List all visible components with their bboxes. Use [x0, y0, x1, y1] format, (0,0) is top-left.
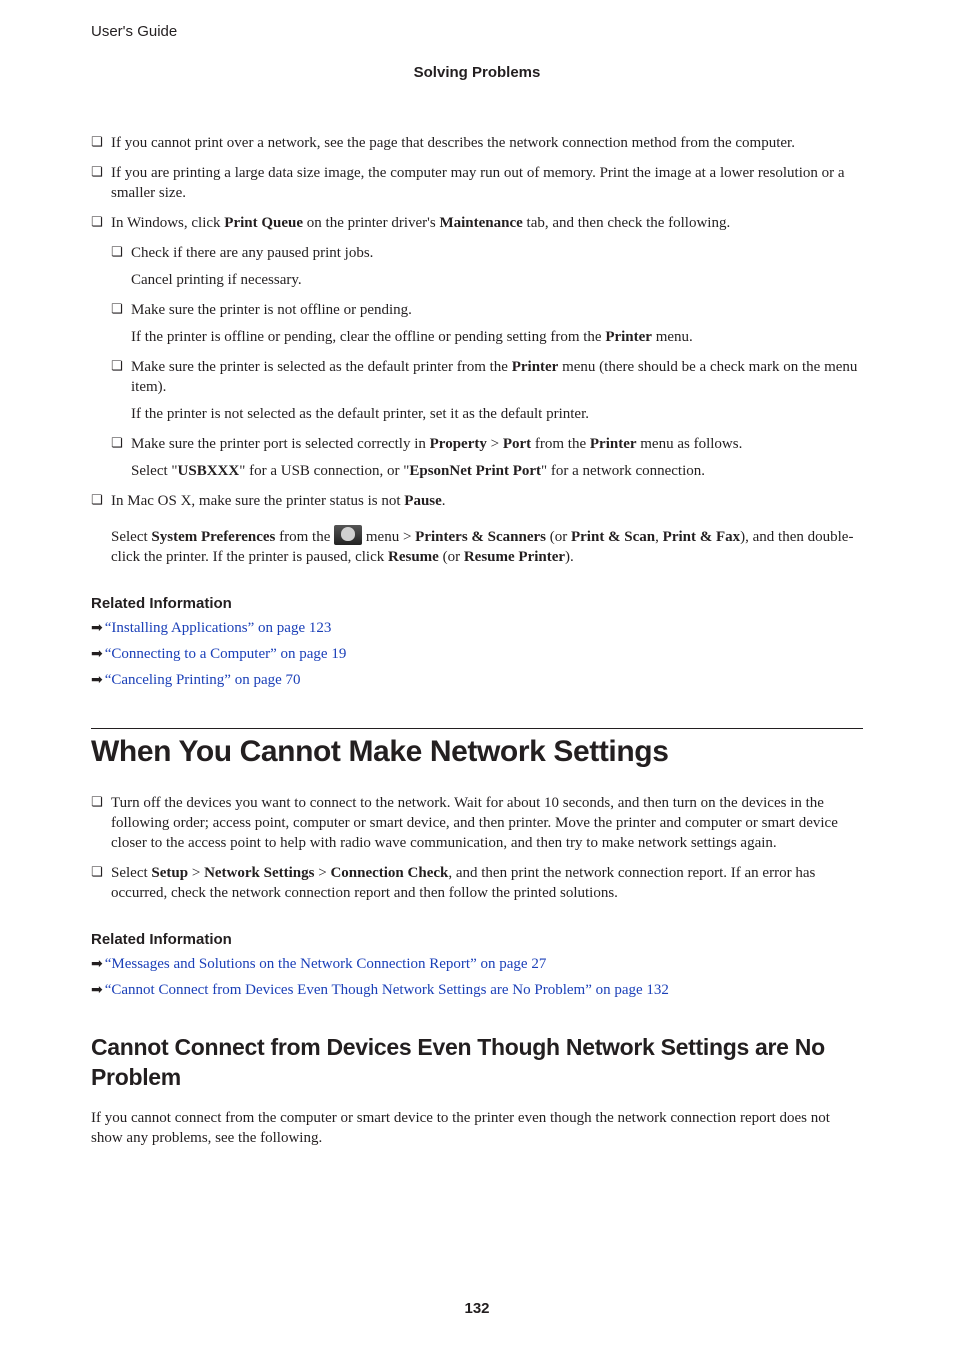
arrow-icon: ➡ [91, 620, 103, 636]
related-link[interactable]: “Canceling Printing” on page 70 [104, 672, 301, 688]
checkbox-bullet-icon: ❏ [91, 165, 103, 180]
checkbox-bullet-icon: ❏ [91, 493, 103, 508]
checkbox-bullet-icon: ❏ [91, 215, 103, 230]
related-information-heading: Related Information [91, 595, 232, 612]
list-item: ❏ Select Setup > Network Settings > Connection Check, and then print the network connection report. If an error has occurred, check the network connection report and then follow the printed solutions. [91, 865, 816, 901]
checkbox-bullet-icon: ❏ [111, 436, 123, 451]
section-divider [91, 728, 863, 729]
list-item: ❏ In Mac OS X, make sure the printer status is not Pause. [91, 493, 446, 509]
running-header: User's Guide [91, 23, 178, 40]
list-item: ❏ If you cannot print over a network, see the page that describes the network connection method from the computer. [91, 135, 795, 151]
related-information-heading: Related Information [91, 931, 232, 948]
note: Cancel printing if necessary. [131, 272, 302, 288]
related-link[interactable]: “Cannot Connect from Devices Even Though Network Settings are No Problem” on page 132 [104, 982, 669, 998]
arrow-icon: ➡ [91, 646, 103, 662]
checkbox-bullet-icon: ❏ [91, 795, 103, 810]
arrow-icon: ➡ [91, 956, 103, 972]
checkbox-bullet-icon: ❏ [91, 135, 103, 150]
sub-list-item: ❏ Check if there are any paused print jobs. [111, 245, 374, 261]
checkbox-bullet-icon: ❏ [111, 245, 123, 260]
checkbox-bullet-icon: ❏ [91, 865, 103, 880]
page-number: 132 [464, 1300, 490, 1317]
related-link-row [91, 618, 863, 638]
paragraph: If you cannot connect from the computer or smart device to the printer even though the network connection report does not show any problems, see the following. [91, 1110, 830, 1146]
note: If the printer is offline or pending, clear the offline or pending setting from the Printer menu. [131, 329, 693, 345]
page-content [91, 133, 863, 1148]
sub-list-item: ❏ Make sure the printer is not offline or pending. [111, 302, 412, 318]
note: If the printer is not selected as the default printer, set it as the default printer. [131, 406, 589, 422]
list-item: ❏ In Windows, click Print Queue on the printer driver's Maintenance tab, and then check the following. [91, 215, 731, 231]
related-link[interactable]: “Connecting to a Computer” on page 19 [104, 646, 347, 662]
related-link[interactable]: “Messages and Solutions on the Network Connection Report” on page 27 [104, 956, 547, 972]
related-link[interactable]: “Installing Applications” on page 123 [104, 620, 332, 636]
note: Select "USBXXX" for a USB connection, or "EpsonNet Print Port" for a network connection. [131, 463, 705, 479]
related-link-row [91, 644, 863, 664]
arrow-icon: ➡ [91, 672, 103, 688]
checkbox-bullet-icon: ❏ [111, 302, 123, 317]
sub-list-item: ❏ Make sure the printer port is selected correctly in Property > Port from the Printer menu as follows. [111, 436, 743, 452]
sub-list-item: ❏ Make sure the printer is selected as the default printer from the Printer menu (there should be a check mark on the menu item). [111, 359, 858, 395]
apple-menu-icon [334, 525, 362, 545]
mac-instructions: Select System Preferences from the menu > Printers & Scanners (or Print & Scan, Print & Fax), and then double-click the printer. If the printer is paused, click Resume (or Resume Printer). [91, 525, 863, 567]
related-link-row [91, 980, 863, 1000]
section-header: Solving Problems [413, 64, 541, 81]
arrow-icon: ➡ [91, 982, 103, 998]
list-item: ❏ Turn off the devices you want to connect to the network. Wait for about 10 seconds, and then turn on the devices in the following order; access point, computer or smart device, and then printer. Move the printer and computer or smart device closer to the access point to help with radio wave communication, and then try to make network settings again. [91, 795, 838, 851]
list-item: ❏ If you are printing a large data size image, the computer may run out of memory. Print the image at a lower resolution or a smaller size. [91, 165, 845, 201]
section-title: When You Cannot Make Network Settings [91, 735, 669, 768]
checkbox-bullet-icon: ❏ [111, 359, 123, 374]
related-link-row [91, 670, 863, 690]
subsection-title: Cannot Connect from Devices Even Though Network Settings are No Problem [91, 1034, 825, 1090]
related-link-row [91, 954, 863, 974]
